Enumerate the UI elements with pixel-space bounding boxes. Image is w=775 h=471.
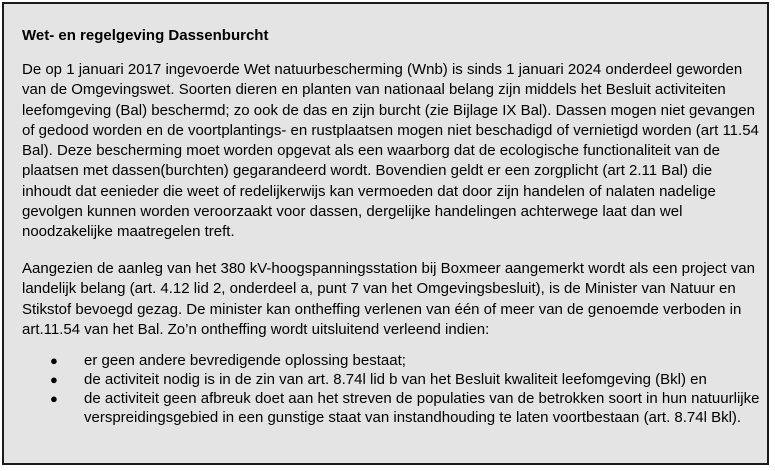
- list-item: [22, 370, 764, 389]
- list-item-text: er geen andere bevredigende oplossing bestaat;: [84, 352, 406, 369]
- list-item: [22, 389, 764, 427]
- list-item: [22, 351, 764, 370]
- bullet-icon: ●: [50, 391, 58, 406]
- paragraph-wnb: De op 1 januari 2017 ingevoerde Wet natuurbescherming (Wnb) is sinds 1 januari 2024 onderdeel geworden van de Omgevingswet. Soorten dieren en planten van nationaal belang zijn middels het Besluit activiteiten leefomgeving (Bal) beschermd; zo ook de das en zijn burcht (zie Bijlage IX Bal). Dassen mogen niet gevangen of gedood worden en de voortplantings- en rustplaatsen mogen niet beschadigd of vernietigd worden (art 11.54 Bal). Deze bescherming moet worden opgevat als een waarborg dat de ecologische functionaliteit van de plaatsen met dassen(burchten) gegarandeerd wordt. Bovendien geldt er een zorgplicht (art 2.11 Bal) die inhoudt dat eenieder die weet of redelijkerwijs kan vermoeden dat door zijn handelen of nalaten nadelige gevolgen kunnen worden veroorzaakt voor dassen, dergelijke handelingen achterwege laat dan wel noodzakelijke maatregelen treft.: [22, 61, 759, 241]
- conditions-list: [22, 351, 764, 427]
- document-title: Wet- en regelgeving Dassenburcht: [22, 27, 269, 44]
- bullet-icon: ●: [50, 372, 58, 387]
- list-item-text: de activiteit geen afbreuk doet aan het streven de populaties van de betrokken soort in hun natuurlijke verspreidingsgebied in een gunstige staat van instandhouding te laten voortbestaan (art. 8.74l Bkl).: [84, 390, 760, 426]
- paragraph-ontheffing: Aangezien de aanleg van het 380 kV-hoogspanningsstation bij Boxmeer aangemerkt wordt als een project van landelijk belang (art. 4.12 lid 2, onderdeel a, punt 7 van het Omgevingsbesluit), is de Minister van Natuur en Stikstof bevoegd gezag. De minister kan ontheffing verlenen van één of meer van de genoemde verboden in art.11.54 van het Bal. Zo’n ontheffing wordt uitsluitend verleend indien:: [22, 260, 755, 338]
- bullet-icon: ●: [50, 353, 58, 368]
- text-box: [2, 2, 769, 465]
- list-item-text: de activiteit nodig is in de zin van art. 8.74l lid b van het Besluit kwaliteit leefomgeving (Bkl) en: [84, 371, 707, 388]
